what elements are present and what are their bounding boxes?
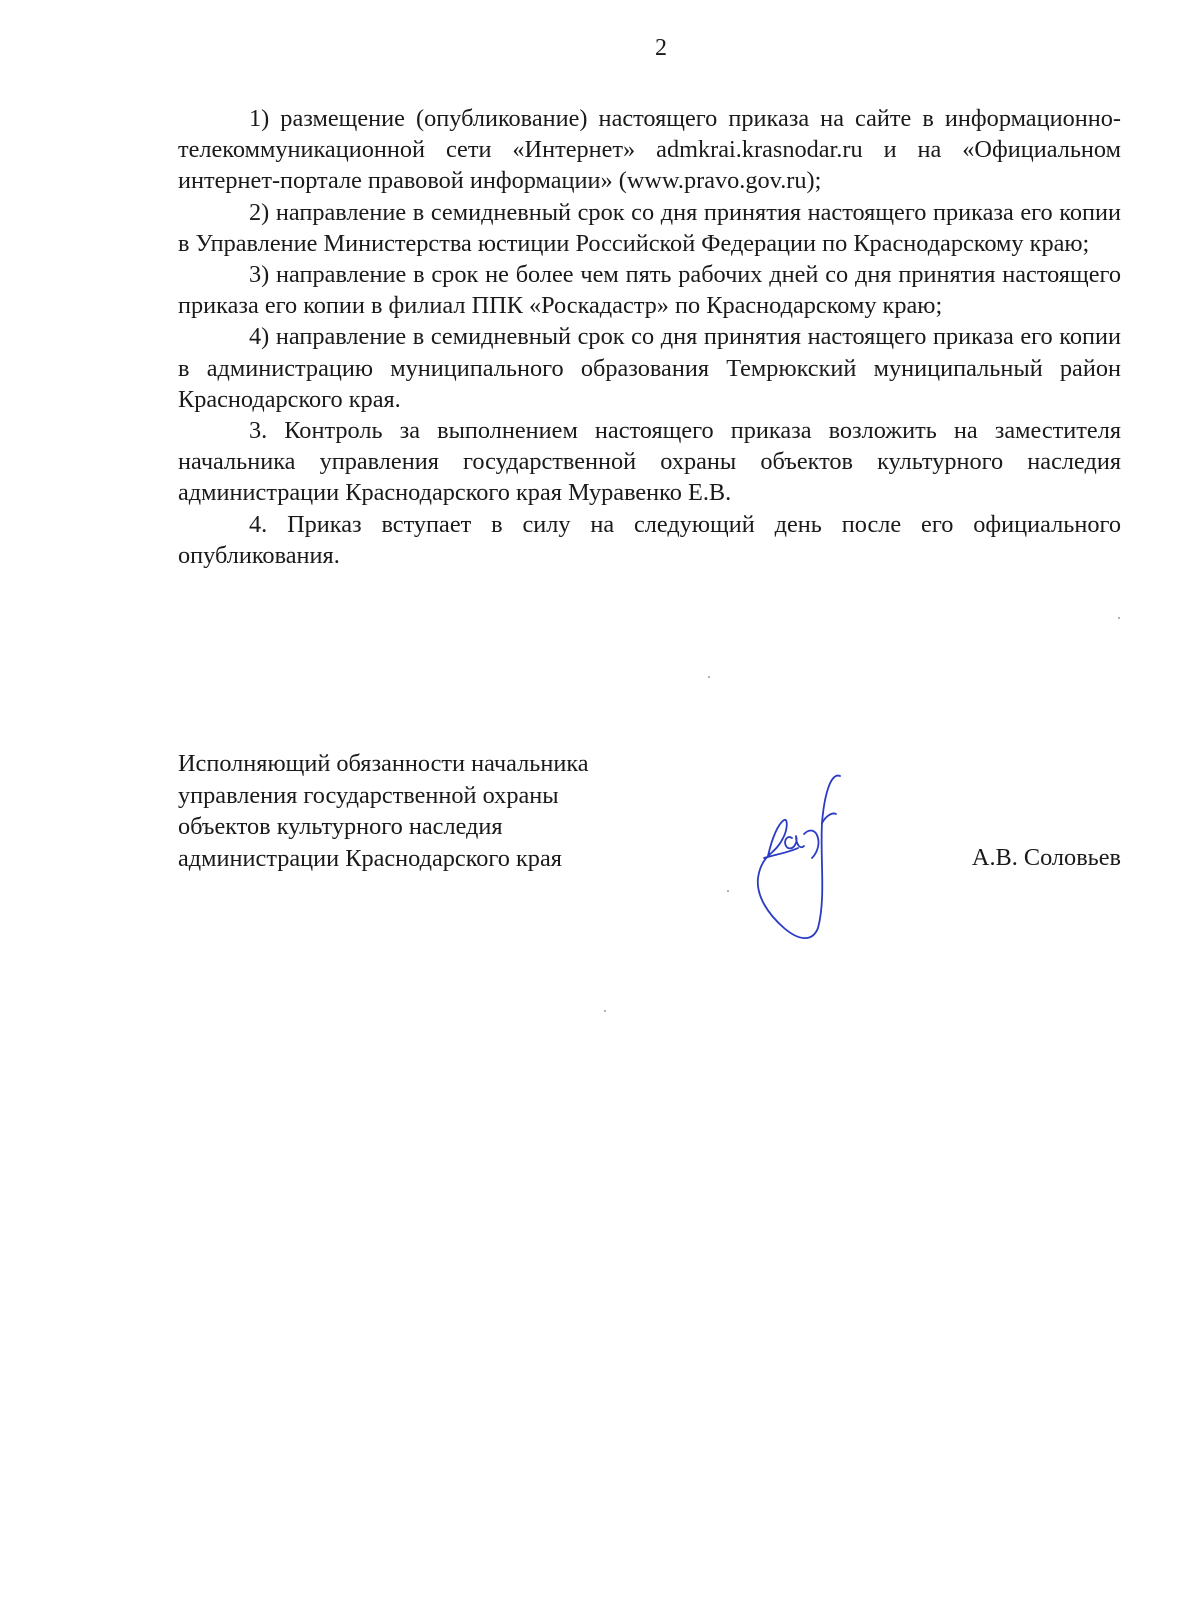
paragraph-ministry-justice: 2) направление в семидневный срок со дня принятия настоящего приказа его копии в Управление Министерства юстиции Российской Федерации по Краснодарскому краю; xyxy=(178,198,1121,257)
document-body xyxy=(178,103,1121,571)
scan-speck xyxy=(1118,617,1120,619)
signer-title-line: объектов культурного наследия xyxy=(178,813,503,840)
paragraph-temryuk: 4) направление в семидневный срок со дня принятия настоящего приказа его копии в администрацию муниципального образования Темрюкский муниципальный район Краснодарского края. xyxy=(178,323,1121,413)
signature-block xyxy=(178,748,1121,948)
signer-name: А.В. Соловьев xyxy=(971,844,1121,871)
signer-title-line: управления государственной охраны xyxy=(178,781,559,809)
signer-title-line: администрации Краснодарского края xyxy=(178,844,562,872)
page-number: 2 xyxy=(655,35,667,61)
scan-speck xyxy=(708,676,710,678)
signer-title xyxy=(178,748,589,874)
paragraph-publication: 1) размещение (опубликование) настоящего приказа на сайте в информационно-телекоммуникационной сети «Интернет» admkrai.krasnodar.ru и на «Официальном интернет-портале правовой информации» (www.pravo.gov.ru); xyxy=(178,105,1121,195)
paragraph-control: 3. Контроль за выполнением настоящего приказа возложить на заместителя начальника управления государственной охраны объектов культурного наследия администрации Краснодарского края Муравенко Е.В. xyxy=(178,417,1121,507)
handwritten-signature xyxy=(738,768,858,943)
paragraph-effective-date: 4. Приказ вступает в силу на следующий день после его официального опубликования. xyxy=(178,510,1121,569)
scan-speck xyxy=(604,1010,606,1012)
scan-speck xyxy=(727,890,729,892)
paragraph-roskadastr: 3) направление в срок не более чем пять рабочих дней со дня принятия настоящего приказа его копии в филиал ППК «Роскадастр» по Краснодарскому краю; xyxy=(178,261,1121,320)
signer-title-line: Исполняющий обязанности начальника xyxy=(178,750,589,777)
